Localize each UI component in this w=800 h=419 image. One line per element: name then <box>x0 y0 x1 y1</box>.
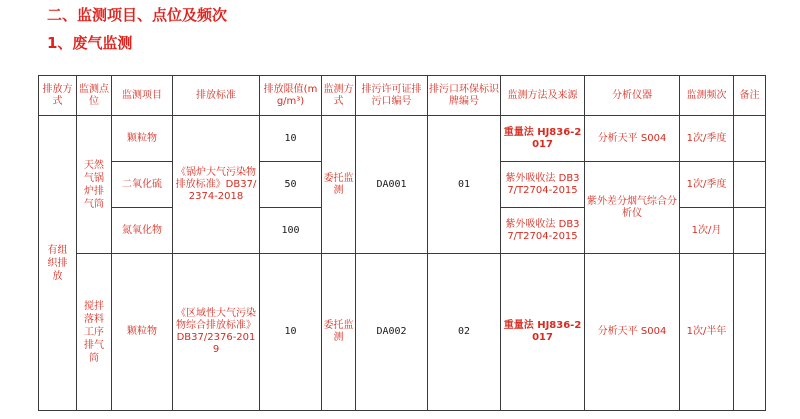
frequency-cell: 1次/季度 <box>680 116 734 162</box>
header-permit-code: 排污许可证排污口编号 <box>356 76 428 116</box>
header-monitor-mode: 监测方式 <box>322 76 356 116</box>
instrument-cell: 紫外差分烟气综合分析仪 <box>585 162 680 254</box>
monitor-mode-cell: 委托监测 <box>322 254 356 411</box>
subsection-heading: 1、废气监测 <box>47 34 133 52</box>
emission-method: 有组织排放 <box>47 244 68 282</box>
section-heading: 二、监测项目、点位及频次 <box>47 6 228 24</box>
header-limit: 排放限值(mg/m³) <box>260 76 322 116</box>
standard-cell: 《锅炉大气污染物排放标准》DB37/2374-2018 <box>173 116 260 254</box>
monitoring-table <box>38 75 766 411</box>
monitoring-point: 天然气锅炉排气筒 <box>84 159 104 210</box>
frequency-cell: 1次/半年 <box>680 254 734 411</box>
permit-code-cell: DA001 <box>356 116 428 254</box>
limit-cell: 100 <box>260 208 322 254</box>
remark-cell <box>734 116 766 162</box>
remark-cell <box>734 208 766 254</box>
header-row <box>39 76 766 116</box>
header-standard: 排放标准 <box>173 76 260 116</box>
item-cell: 二氧化硫 <box>112 162 173 208</box>
header-frequency: 监测频次 <box>680 76 734 116</box>
header-remark: 备注 <box>734 76 766 116</box>
method-cell: 紫外吸收法 DB37/T2704-2015 <box>501 162 585 208</box>
header-method-source: 监测方法及来源 <box>501 76 585 116</box>
point-cell <box>77 254 112 411</box>
item-cell: 颗粒物 <box>112 254 173 411</box>
table-row <box>39 116 766 162</box>
item-cell: 氮氧化物 <box>112 208 173 254</box>
env-code-cell: 02 <box>428 254 501 411</box>
remark-cell <box>734 254 766 411</box>
monitor-mode-cell: 委托监测 <box>322 116 356 254</box>
method-cell: 重量法 HJ836-2017 <box>501 116 585 162</box>
method-cell: 紫外吸收法 DB37/T2704-2015 <box>501 208 585 254</box>
limit-cell: 50 <box>260 162 322 208</box>
permit-code-cell: DA002 <box>356 254 428 411</box>
header-instrument: 分析仪器 <box>585 76 680 116</box>
header-env-code: 排污口环保标识牌编号 <box>428 76 501 116</box>
header-item: 监测项目 <box>112 76 173 116</box>
standard-cell: 《区域性大气污染物综合排放标准》DB37/2376-2019 <box>173 254 260 411</box>
env-code-cell: 01 <box>428 116 501 254</box>
frequency-cell: 1次/季度 <box>680 162 734 208</box>
table-row <box>39 254 766 411</box>
remark-cell <box>734 162 766 208</box>
limit-cell: 10 <box>260 254 322 411</box>
monitoring-point: 搅拌落料工序排气筒 <box>84 300 104 364</box>
header-method: 排放方式 <box>39 76 77 116</box>
method-cell: 重量法 HJ836-2017 <box>501 254 585 411</box>
header-point: 监测点位 <box>77 76 112 116</box>
frequency-cell: 1次/月 <box>680 208 734 254</box>
instrument-cell: 分析天平 S004 <box>585 254 680 411</box>
emission-method-cell <box>39 116 77 411</box>
item-cell: 颗粒物 <box>112 116 173 162</box>
point-cell <box>77 116 112 254</box>
instrument-cell: 分析天平 S004 <box>585 116 680 162</box>
limit-cell: 10 <box>260 116 322 162</box>
